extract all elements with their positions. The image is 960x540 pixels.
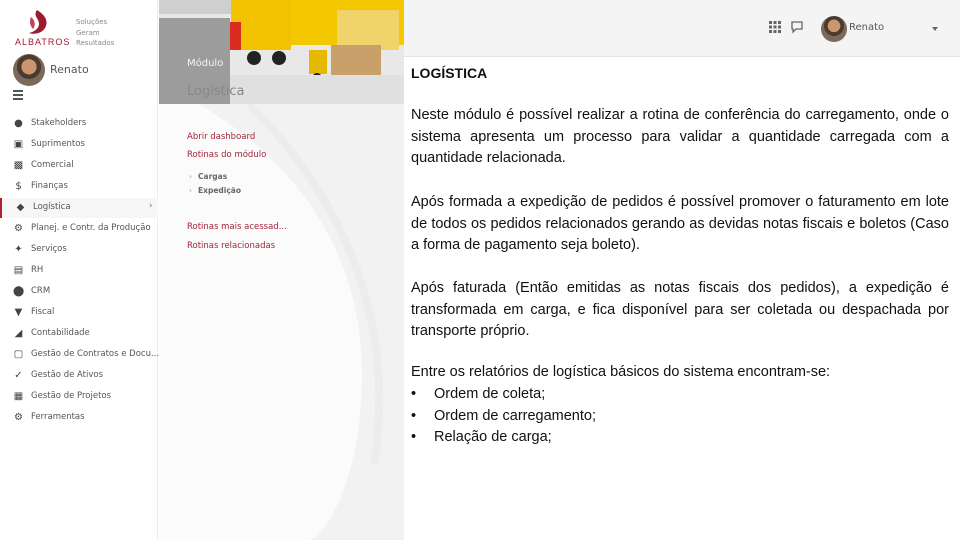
caret-down-icon[interactable] (932, 27, 938, 31)
handshake-icon: ⬤ (13, 286, 25, 297)
hamburger-menu-icon[interactable] (13, 90, 23, 100)
projects-icon: ▦ (13, 391, 24, 402)
paragraph-3: Após faturada (Então emitidas as notas fiscais dos pedidos), a expedição é transformada em carga, e fica disponível para ser coletada ou despachada por transporte próprio. (411, 280, 949, 340)
funnel-icon: ▼ (14, 307, 23, 318)
people-icon: ● (14, 118, 23, 129)
module-panel (159, 0, 404, 540)
chart-icon: ◢ (14, 328, 23, 339)
chevron-right-icon: › (189, 172, 192, 181)
list-item: • Ordem de carregamento; (411, 408, 596, 424)
list-item: • Ordem de coleta; (411, 386, 546, 402)
module-routines-link[interactable]: Rotinas do módulo (187, 150, 267, 160)
sidebar-item-stakeholders[interactable]: ● Stakeholders (14, 118, 87, 129)
sidebar-item-fiscal[interactable]: ▼ Fiscal (14, 307, 55, 318)
tools-icon: ⚙ (14, 412, 23, 423)
truck-icon: ▣ (13, 139, 24, 150)
chevron-right-icon: › (189, 186, 192, 195)
sidebar-user-name[interactable]: Renato (50, 63, 89, 76)
wrench-icon: ✦ (14, 244, 23, 255)
routine-expedicao-link[interactable]: › Expedição (189, 186, 242, 195)
apps-grid-icon[interactable] (768, 20, 782, 34)
user-name[interactable]: Renato (849, 22, 885, 33)
sidebar-item-servicos[interactable]: ✦ Serviços (14, 244, 67, 255)
sidebar-item-comercial[interactable]: ▩ Comercial (13, 160, 74, 171)
sidebar-item-gestao-contratos[interactable]: ▢ Gestão de Contratos e Docu... (13, 349, 160, 360)
sidebar (0, 0, 158, 540)
chat-icon[interactable] (790, 20, 804, 34)
sidebar-item-rh[interactable]: ▤ RH (13, 265, 44, 276)
content-area (404, 57, 960, 540)
paragraph-1: Neste módulo é possível realizar a rotina de conferência do carregamento, onde o sistema apresenta um processo para validar a quantidade carregada com a quantidade relacionada. (411, 107, 949, 167)
sidebar-item-planej-producao[interactable]: ⚙ Planej. e Contr. da Produção (14, 223, 151, 234)
sidebar-item-gestao-projetos[interactable]: ▦ Gestão de Projetos (13, 391, 112, 402)
brand-name: ALBATROS (15, 37, 71, 47)
register-icon: ▩ (13, 160, 24, 171)
sidebar-avatar[interactable] (13, 54, 45, 86)
sidebar-item-financas[interactable]: $ Finanças (0, 177, 158, 197)
list-item: • Relação de carga; (411, 429, 552, 445)
dollar-icon: $ (15, 181, 22, 192)
panel-decorative-swoosh (159, 104, 404, 540)
sidebar-item-gestao-ativos[interactable]: ✓ Gestão de Ativos (14, 370, 104, 381)
open-dashboard-link[interactable]: Abrir dashboard (187, 132, 256, 142)
paragraph-2: Após formada a expedição de pedidos é possível promover o faturamento em lote de todos os pedidos relacionados gerando as devidas notas fiscais e boletos (Caso a forma de pagamento seja boleto). (411, 194, 949, 254)
sidebar-item-ferramentas[interactable]: ⚙ Ferramentas (14, 412, 85, 423)
sidebar-item-contabilidade[interactable]: ◢ Contabilidade (14, 328, 90, 339)
albatros-logo (25, 9, 51, 37)
module-title: Logística (187, 84, 245, 99)
chevron-right-icon: › (149, 201, 153, 211)
asset-icon: ✓ (14, 370, 23, 381)
gear-icon: ⚙ (14, 223, 23, 234)
sidebar-item-crm[interactable]: ⬤ CRM (13, 286, 51, 297)
content-title: LOGÍSTICA (411, 65, 488, 81)
reports-intro: Entre os relatórios de logística básicos do sistema encontram-se: (411, 364, 831, 380)
most-accessed-routines-link[interactable]: Rotinas mais acessad... (187, 222, 287, 232)
related-routines-link[interactable]: Rotinas relacionadas (187, 241, 276, 251)
sidebar-item-logistica[interactable]: ◆ Logística › (0, 198, 158, 218)
routine-cargas-link[interactable]: › Cargas (189, 172, 228, 181)
sidebar-item-suprimentos[interactable]: ▣ Suprimentos (13, 139, 85, 150)
brand-tagline: Soluções Geram Resultados (76, 18, 115, 47)
tag-icon: ◆ (16, 202, 25, 213)
id-card-icon: ▤ (13, 265, 24, 276)
module-label: Módulo (187, 58, 224, 69)
documents-icon: ▢ (13, 349, 24, 360)
user-avatar[interactable] (821, 16, 847, 42)
